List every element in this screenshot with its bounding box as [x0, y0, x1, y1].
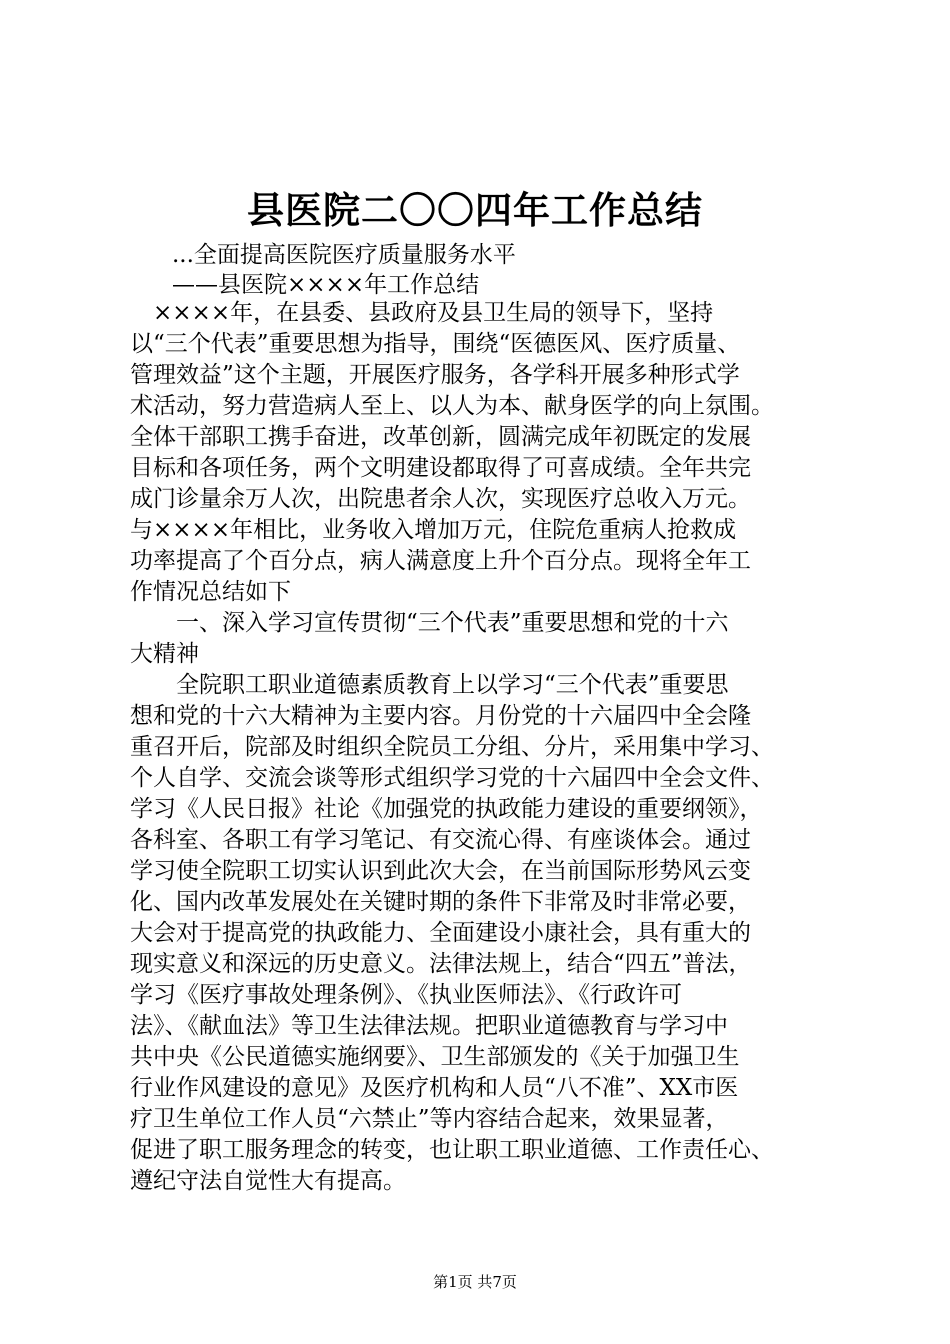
subtitle-line-1: ...全面提高医院医疗质量服务水平: [172, 242, 516, 268]
body-line: 个人自学、交流会谈等形式组织学习党的十六届四中全会文件、: [130, 765, 774, 791]
body-line: 全院职工职业道德素质教育上以学习“三个代表”重要思: [130, 672, 729, 698]
body-line: 化、国内改革发展处在关键时期的条件下非常及时非常必要，: [130, 889, 751, 915]
body-line: 学习《人民日报》社论《加强党的执政能力建设的重要纲领》，: [130, 796, 763, 822]
body-line: 与××××年相比，业务收入增加万元，住院危重病人抢救成: [130, 517, 737, 543]
body-line: 管理效益”这个主题，开展医疗服务，各学科开展多种形式学: [130, 362, 740, 388]
section-heading-line: 一、深入学习宣传贯彻“三个代表”重要思想和党的十六: [130, 610, 729, 636]
body-line: 现实意义和深远的历史意义。法律法规上，结合“四五”普法，: [130, 951, 752, 977]
body-line: 共中央《公民道德实施纲要》、卫生部颁发的《关于加强卫生: [130, 1044, 740, 1070]
section-heading-line: 大精神: [130, 641, 199, 667]
body-line: 法》、《献血法》等卫生法律法规。把职业道德教育与学习中: [130, 1013, 728, 1039]
body-line: 学习《医疗事故处理条例》、《执业医师法》、《行政许可: [130, 982, 682, 1008]
page-number-footer: 第1页 共7页: [433, 1273, 517, 1291]
body-line: 各科室、各职工有学习笔记、有交流心得、有座谈体会。通过: [130, 827, 751, 853]
body-line: 大会对于提高党的执政能力、全面建设小康社会，具有重大的: [130, 920, 751, 946]
body-line: 目标和各项任务，两个文明建设都取得了可喜成绩。全年共完: [130, 455, 751, 481]
body-line: 重召开后，院部及时组织全院员工分组、分片，采用集中学习、: [130, 734, 774, 760]
subtitle-line-2: ——县医院××××年工作总结: [172, 272, 480, 298]
body-line: 想和党的十六大精神为主要内容。月份党的十六届四中全会隆: [130, 703, 751, 729]
body-line: 疗卫生单位工作人员“六禁止”等内容结合起来，效果显著，: [130, 1106, 729, 1132]
body-line: 以“三个代表”重要思想为指导，围绕“医德医风、医疗质量、: [130, 331, 741, 357]
body-line: ××××年，在县委、县政府及县卫生局的领导下，坚持: [130, 300, 714, 326]
body-line: 遵纪守法自觉性大有提高。: [130, 1168, 406, 1194]
body-line: 作情况总结如下: [130, 579, 291, 605]
body-line: 全体干部职工携手奋进，改革创新，圆满完成年初既定的发展: [130, 424, 751, 450]
body-line: 术活动，努力营造病人至上、以人为本、献身医学的向上氛围。: [130, 393, 774, 419]
body-line: 成门诊量余万人次，出院患者余人次，实现医疗总收入万元。: [130, 486, 751, 512]
body-line: 学习使全院职工切实认识到此次大会，在当前国际形势风云变: [130, 858, 751, 884]
body-line: 行业作风建设的意见》及医疗机构和人员“八不准”、XX市医: [130, 1075, 739, 1101]
body-line: 功率提高了个百分点，病人满意度上升个百分点。现将全年工: [130, 548, 751, 574]
body-line: 促进了职工服务理念的转变，也让职工职业道德、工作责任心、: [130, 1137, 774, 1163]
page-title: 县医院二〇〇四年工作总结: [247, 188, 703, 232]
